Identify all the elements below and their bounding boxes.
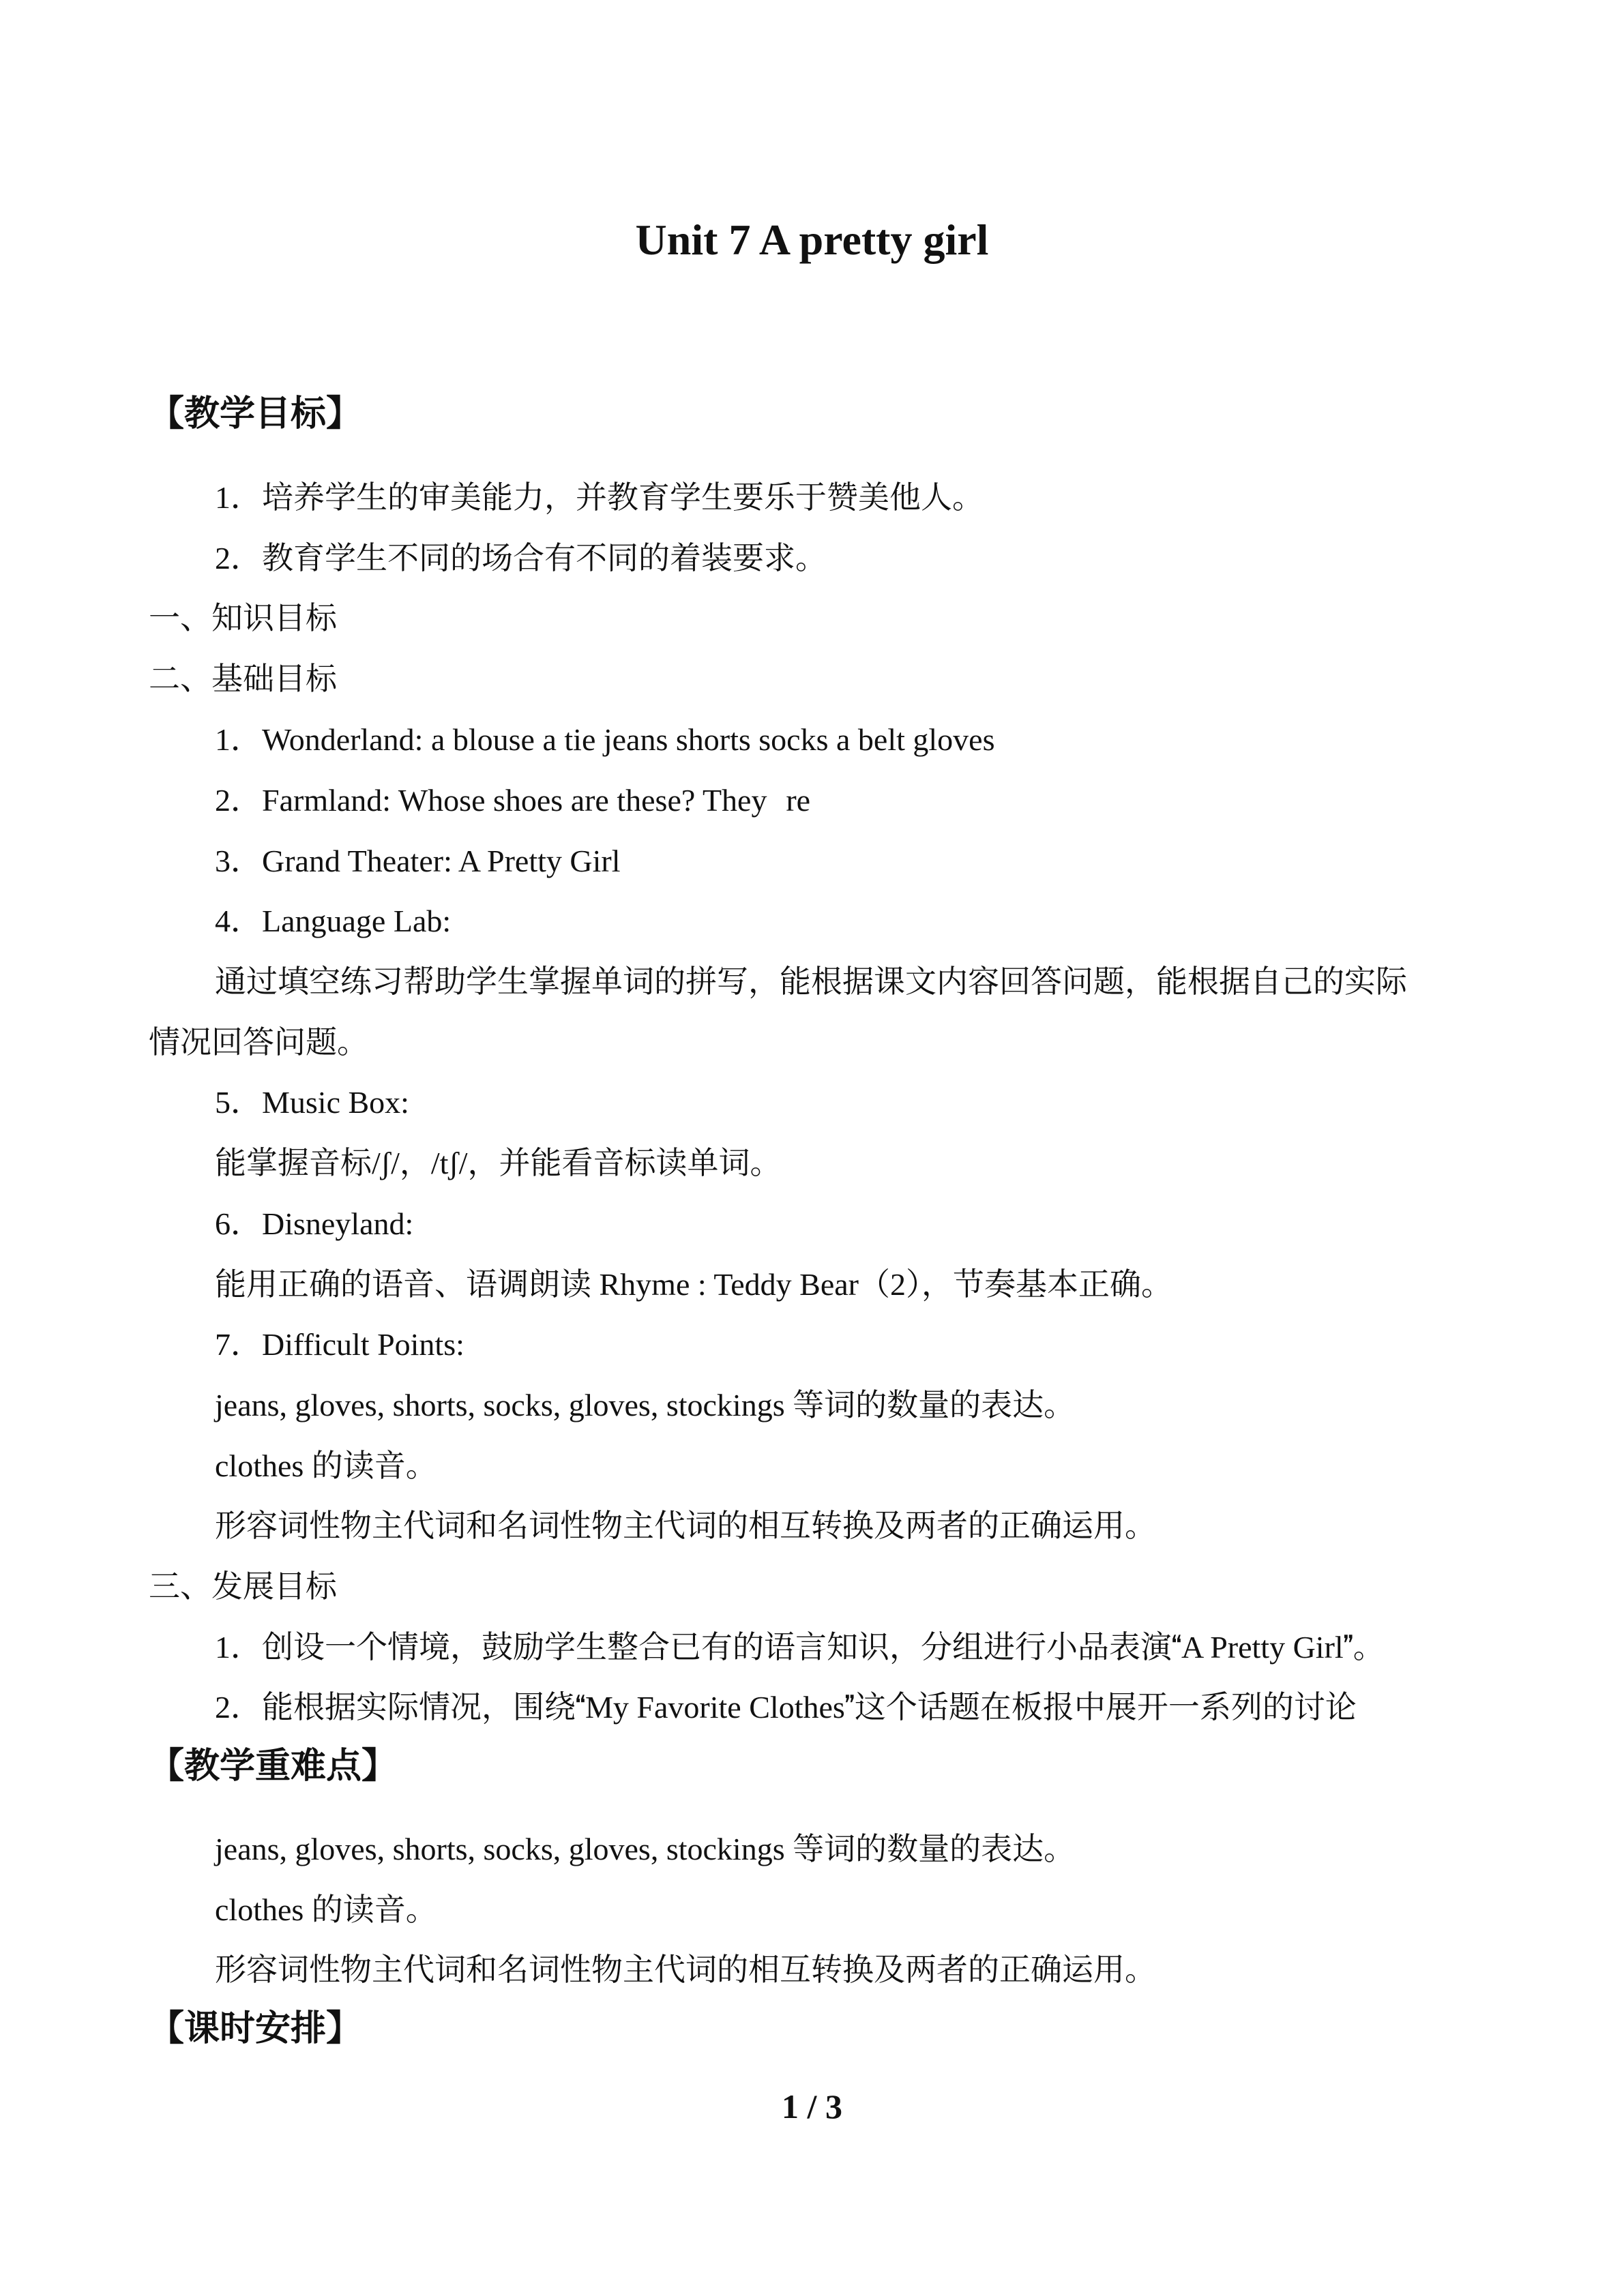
section-heading-objectives: 【教学目标】 <box>149 393 362 434</box>
document-title: Unit 7 A pretty girl <box>635 215 989 264</box>
key-point-2: clothes 的读音。 <box>215 1892 437 1927</box>
difficult-point-3: 形容词性物主代词和名词性物主代词的相互转换及两者的正确运用。 <box>215 1508 1156 1543</box>
basic-item-2: 2．Farmland: Whose shoes are these? Theyre <box>215 783 836 818</box>
page-number: 1 / 3 <box>782 2087 842 2126</box>
disney-text: 能用正确的语音、语调朗读 Rhyme : Teddy Bear（2），节奏基本正确。 <box>215 1267 1172 1302</box>
basic-item-6: 6．Disneyland: <box>215 1206 414 1241</box>
development-heading: 三、发展目标 <box>149 1569 337 1604</box>
objective-item-1: 1．培养学生的审美能力，并教育学生要乐于赞美他人。 <box>215 480 984 515</box>
objective-item-2: 2．教育学生不同的场合有不同的着装要求。 <box>215 541 827 576</box>
music-text: 能掌握音标/ʃ/，/tʃ/，并能看音标读单词。 <box>215 1146 782 1180</box>
basic-item-4: 4．Language Lab: <box>215 904 452 938</box>
basic-item-5: 5．Music Box: <box>215 1085 409 1120</box>
development-item-1: 1．创设一个情境，鼓励学生整合已有的语言知识，分组进行小品表演A Pretty Girl。 <box>215 1630 1385 1665</box>
basic-item-1: 1．Wonderland: a blouse a tie jeans shorts socks a belt gloves <box>215 722 995 757</box>
basic-item-3: 3．Grand Theater: A Pretty Girl <box>215 844 621 878</box>
basic-heading: 二、基础目标 <box>149 661 337 696</box>
key-point-3: 形容词性物主代词和名词性物主代词的相互转换及两者的正确运用。 <box>215 1952 1156 1987</box>
section-heading-key-points: 【教学重难点】 <box>149 1746 398 1787</box>
lab-text-line-2: 情况回答问题。 <box>149 1025 368 1060</box>
key-point-1: jeans, gloves, shorts, socks, gloves, stockings 等词的数量的表达。 <box>215 1832 1076 1866</box>
knowledge-heading: 一、知识目标 <box>149 601 337 636</box>
section-heading-schedule: 【课时安排】 <box>149 2008 362 2049</box>
lab-text-line-1: 通过填空练习帮助学生掌握单词的拼写，能根据课文内容回答问题，能根据自己的实际 <box>215 964 1407 999</box>
basic-item-7: 7．Difficult Points: <box>215 1327 464 1362</box>
difficult-point-1: jeans, gloves, shorts, socks, gloves, stockings 等词的数量的表达。 <box>215 1388 1076 1422</box>
difficult-point-2: clothes 的读音。 <box>215 1448 437 1483</box>
development-item-2: 2．能根据实际情况，围绕My Favorite Clothes这个话题在板报中展开一系列的讨论 <box>215 1690 1357 1725</box>
